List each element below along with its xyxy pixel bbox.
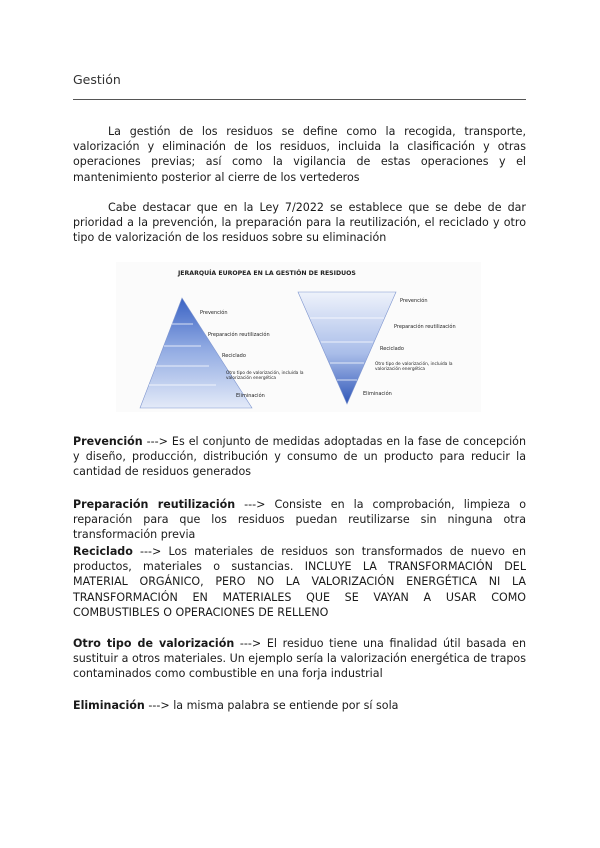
pyramid-label-line: Otro tipo de valorización, incluida la [226, 371, 304, 376]
definition-preparacion-reutilizacion [73, 497, 526, 543]
definition-term: Preparación reutilización [73, 498, 236, 511]
figure-title: JERARQUÍA EUROPEA EN LA GESTIÓN DE RESIDUOS [178, 270, 356, 277]
pyramid-label: Eliminación [236, 393, 265, 399]
definition-arrow: ---> [132, 545, 162, 558]
inverted-pyramid-label [375, 360, 454, 372]
pyramid-label [226, 369, 305, 381]
definition-text: El residuo tiene una finalidad útil basada en sustituir a otros materiales. Un ejemplo sería la valorización energética de trapos contaminados como combustible en una forja industrial [73, 637, 526, 681]
page-title: Gestión [73, 72, 121, 87]
definition-arrow: ---> [234, 637, 262, 650]
definition-text: Es el conjunto de medidas adoptadas en la fase de concepción y diseño, producción, distribución y consumo de un producto para reducir la cantidad de residuos generados [73, 435, 526, 479]
definition-otro-tipo-valorizacion [73, 636, 526, 682]
waste-hierarchy-diagram [116, 262, 481, 412]
definition-arrow: ---> [142, 435, 168, 448]
definition-text: Consiste en la comprobación, limpieza o reparación para que los residuos puedan reutilizarse sin ninguna otra transformación previa [73, 498, 526, 542]
pyramid-label: Preparación reutilización [208, 332, 270, 338]
inverted-pyramid-label-line: Otro tipo de valorización, incluida la [375, 362, 453, 367]
definition-term: Eliminación [73, 699, 145, 712]
definition-term: Otro tipo de valorización [73, 637, 235, 650]
definition-arrow: ---> [235, 498, 266, 511]
intro-paragraph-2: Cabe destacar que en la Ley 7/2022 se establece que se debe de dar prioridad a la prevención, la preparación para la reutilización, el reciclado y otro tipo de valorización de los residuos sobre su eliminación [73, 201, 526, 245]
inverted-pyramid-label: Eliminación [363, 391, 392, 397]
pyramid-label-line: valorización energética [226, 376, 277, 382]
inverted-pyramid-label-line: valorización energética [375, 367, 426, 373]
title-divider [73, 99, 526, 100]
pyramid-label: Prevención [200, 310, 228, 316]
definition-text: la misma palabra se entiende por sí sola [169, 699, 399, 712]
definition-arrow: ---> [144, 699, 170, 712]
pyramid-label: Reciclado [222, 353, 246, 359]
inverted-pyramid-label: Reciclado [380, 346, 404, 352]
waste-hierarchy-figure [116, 262, 481, 412]
definition-reciclado [73, 544, 526, 620]
inverted-pyramid-label: Prevención [400, 298, 428, 304]
definition-eliminacion [73, 698, 526, 713]
definition-text: Los materiales de residuos son transformados de nuevo en productos, materiales o sustancias. INCLUYE LA TRANSFORMACIÓN DEL MATERIAL ORGÁNICO, PERO NO LA VALORIZACIÓN ENERGÉTICA NI LA TRANSFORMACIÓN EN MATERIALES QUE SE VAYAN A USAR COMO COMBUSTIBLES O OPERACIONES DE RELLENO [73, 545, 526, 619]
definition-term: Prevención [73, 435, 143, 448]
intro-paragraph-1: La gestión de los residuos se define como la recogida, transporte, valorización y eliminación de los residuos, incluida la clasificación y otras operaciones previas; así como la vigilancia de estas operaciones y el mantenimiento posterior al cierre de los vertederos [73, 125, 526, 184]
definition-prevencion [73, 434, 526, 480]
definition-term: Reciclado [73, 545, 133, 558]
inverted-pyramid-label: Preparación reutilización [394, 324, 456, 330]
